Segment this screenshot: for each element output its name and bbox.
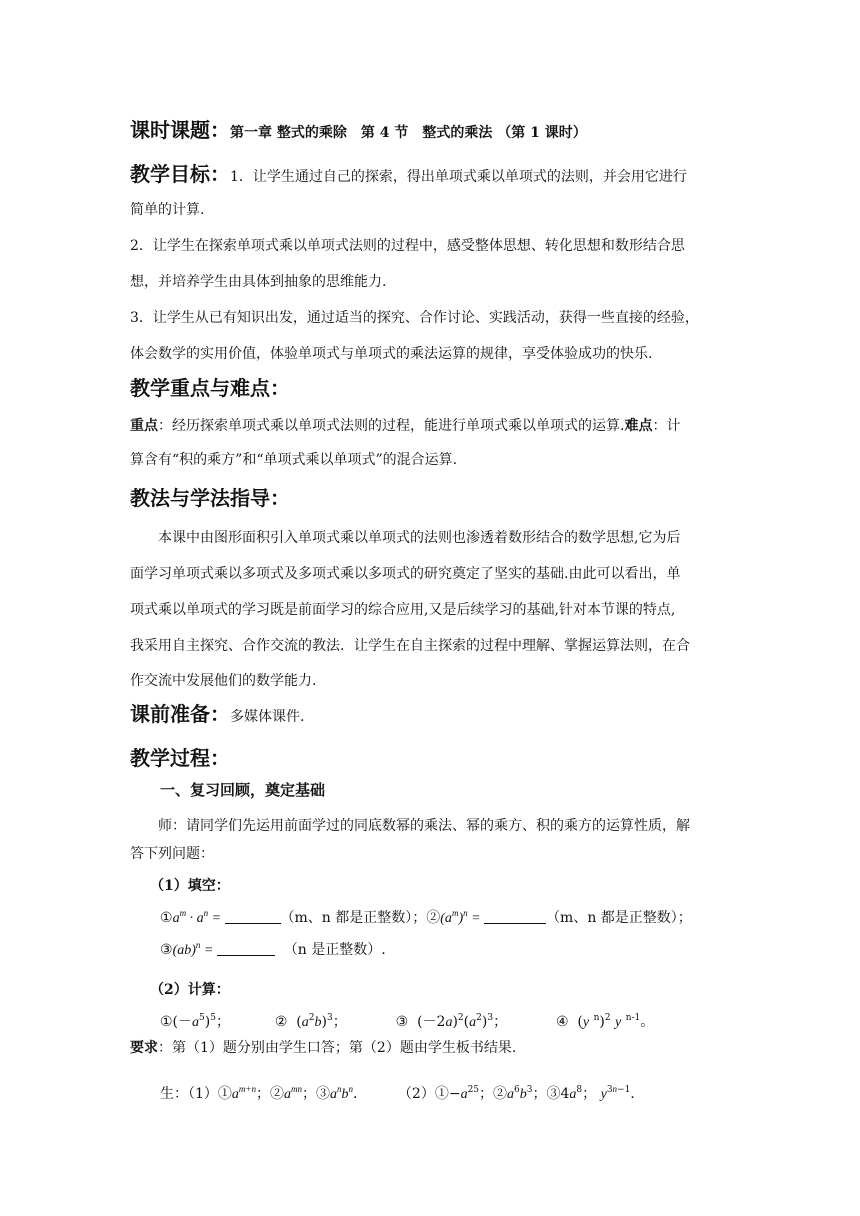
method-line-4: 我采用自主探究、合作交流的教法．让学生在自主探索的过程中理解、掌握运算法则，在合	[130, 638, 690, 654]
difficulty-label: 难点	[624, 418, 653, 434]
requirement-line	[130, 1030, 732, 1066]
objective-3-cont: 体会数学的实用价值，体验单项式与单项式的乘法运算的规律，享受体验成功的快乐.	[130, 346, 653, 362]
student-prefix: 生：（1）	[160, 1086, 218, 1102]
blank-1	[225, 909, 281, 924]
keypoints-heading: 教学重点与难点：	[130, 376, 290, 400]
teacher-line-2: 答下列问题：	[130, 846, 214, 862]
method-line-5: 作交流中发展他们的数学能力.	[130, 673, 317, 689]
teacher-line-1: 师：请同学们先运用前面学过的同底数幂的乘法、幂的乘方、积的乘方的运算性质，解	[158, 818, 690, 834]
calc-2: ② $(a^2b)^3$；	[274, 1013, 347, 1030]
circled-1: ①	[160, 910, 173, 926]
fill-3-condition: （n 是正整数）.	[283, 942, 386, 958]
difficulty-text-a: ：计	[652, 418, 681, 434]
requirement-text: ：第（1）题分别由学生口答；第（2）题由学生板书结果.	[158, 1040, 517, 1056]
calc-label: （2）计算：	[150, 982, 230, 998]
keypoints-line-1	[130, 408, 732, 444]
prep-label: 课前准备：	[130, 702, 230, 726]
lesson-title-text: 第一章 整式的乘除 第 4 节 整式的乘法 （第 1 课时）	[230, 125, 587, 141]
student-mid: （2）	[397, 1086, 435, 1102]
lesson-title-label: 课时课题：	[130, 118, 230, 142]
fill-1-condition: （m、n 都是正整数）；②	[280, 910, 441, 926]
lesson-title	[130, 112, 732, 151]
fill-line-2	[160, 932, 740, 969]
fill-label: （1）填空：	[150, 878, 230, 894]
formula-1: $a^m \cdot a^n$ =	[172, 908, 225, 926]
objective-1-cont: 简单的计算.	[130, 202, 205, 218]
formula-3: (ab)$^n$ =	[172, 940, 217, 958]
method-heading: 教法与学法指导：	[130, 486, 290, 510]
requirement-label: 要求	[130, 1040, 158, 1056]
circled-3: ③	[160, 942, 173, 958]
fill-2-condition: （m、n 都是正整数）；	[546, 910, 692, 926]
blank-3	[217, 941, 275, 956]
focus-label: 重点	[130, 418, 158, 434]
method-line-1: 本课中由图形面积引入单项式乘以单项式的法则也渗透着数形结合的数学思想,它为后	[158, 530, 681, 546]
objective-1-text: 1．让学生通过自己的探索，得出单项式乘以单项式的法则，并会用它进行	[230, 169, 687, 185]
process-heading: 教学过程：	[130, 746, 230, 770]
objective-2-cont: 想，并培养学生由具体到抽象的思维能力.	[130, 274, 387, 290]
method-line-2: 面学习单项式乘以多项式及多项式乘以多项式的研究奠定了坚实的基础.由此可以看出，单	[130, 566, 681, 582]
prep-text: 多媒体课件.	[230, 709, 305, 725]
objective-3-text: 3．让学生从已有知识出发，通过适当的探究、合作讨论、实践活动，获得一些直接的经验，	[130, 310, 699, 326]
objectives-line-1	[130, 156, 732, 195]
blank-2	[484, 909, 546, 924]
method-line-3: 项式乘以单项式的学习既是前面学习的综合应用,又是后续学习的基础,针对本节课的特点,	[130, 602, 676, 618]
objectives-label: 教学目标：	[130, 162, 230, 186]
answer-1: $①a^{m+n}$；$②a^{mn}$；$③a^nb^n$．	[217, 1084, 367, 1102]
calc-4: ④ (y $^n$)$^2$ y $^{n-1}$。	[555, 1013, 655, 1030]
answer-2: $①-a^{25}$；$②a^6b^3$；$③4a^8$； $y^{3n-1}$．	[434, 1084, 645, 1102]
focus-text: ：经历探索单项式乘以单项式法则的过程，能进行单项式乘以单项式的运算.	[158, 418, 625, 434]
difficulty-text-b: 算含有“积的乘方”和“单项式乘以单项式”的混合运算.	[130, 452, 458, 468]
calc-3: ③ $(-2a)^2(a^2)^3$；	[395, 1013, 508, 1030]
objective-2-text: 2．让学生在探索单项式乘以单项式法则的过程中，感受整体思想、转化思想和数形结合思	[130, 238, 685, 254]
calc-1: $①(-a^5)^5$；	[160, 1013, 230, 1030]
prep-line	[130, 696, 732, 735]
student-answer-line	[160, 1076, 740, 1113]
section-1-heading: 一、复习回顾，奠定基础	[160, 781, 326, 799]
formula-2: $(a^m)^n$ =	[440, 908, 485, 926]
